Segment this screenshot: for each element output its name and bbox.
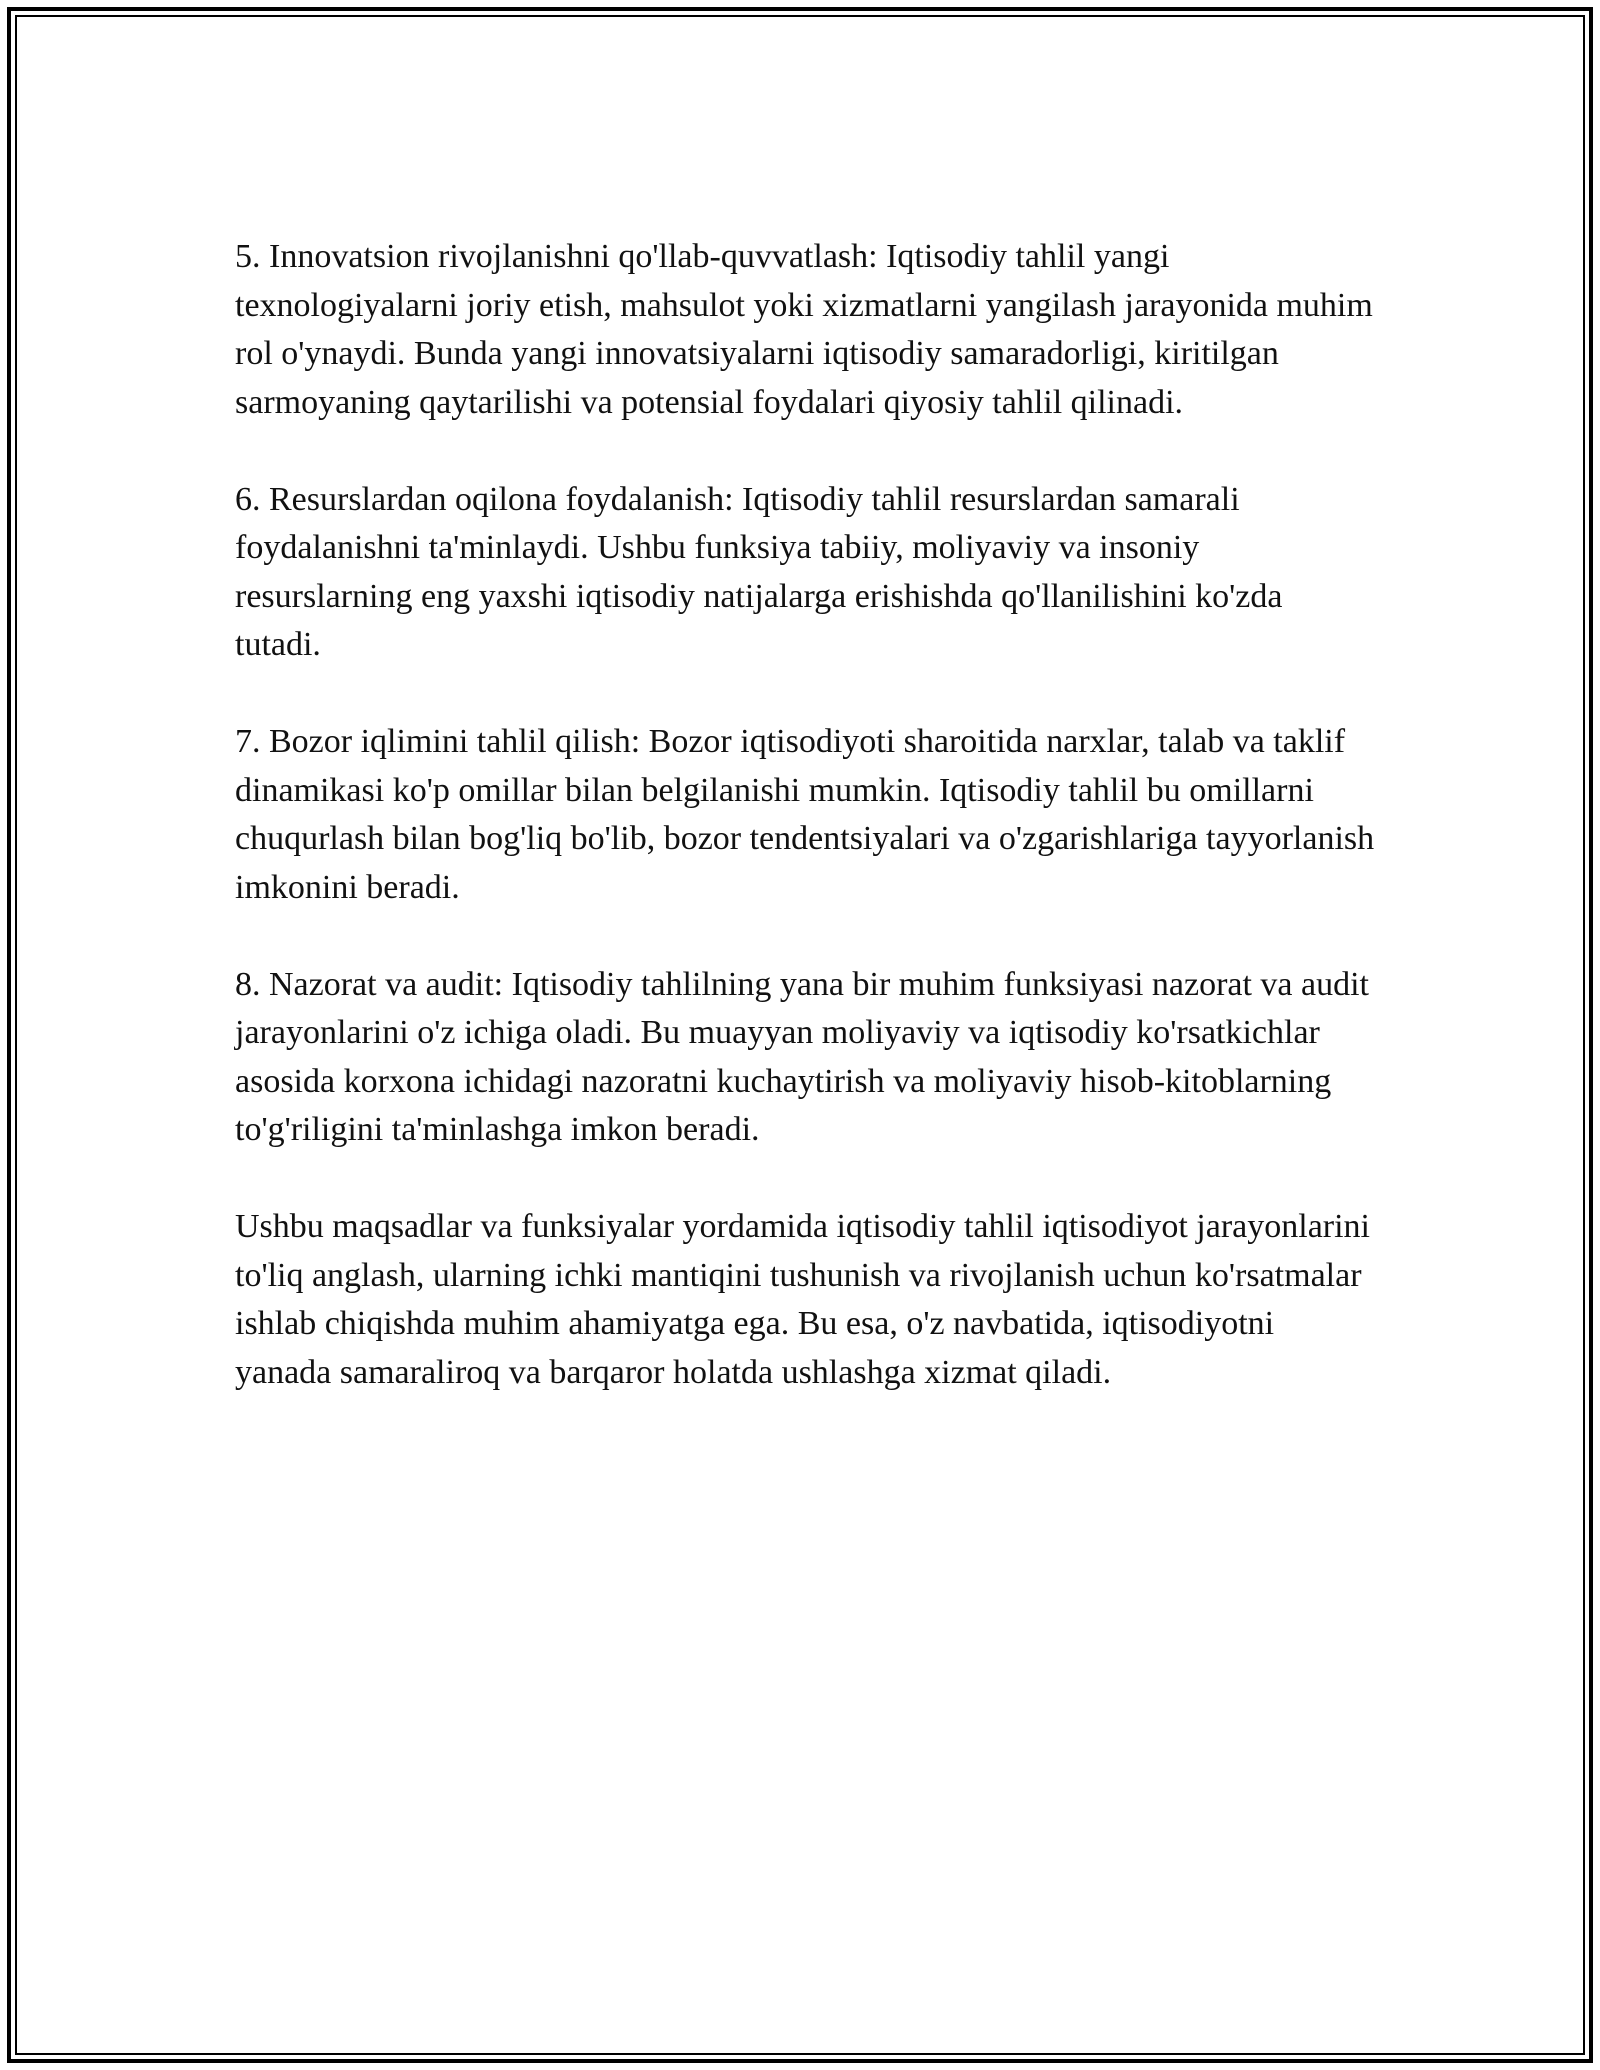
paragraph-innovation-support: 5. Innovatsion rivojlanishni qo'llab-quvvatlash: Iqtisodiy tahlil yangi texnologiyalarni joriy etish, mahsulot yoki xizmatlarni yangilash jarayonida muhim rol o'ynaydi. Bunda yangi innovatsiyalarni iqtisodiy samaradorligi, kiritilgan sarmoyaning qaytarilishi va potensial foydalari qiyosiy tahlil qilinadi. [235,238,1373,421]
paragraph-conclusion: Ushbu maqsadlar va funksiyalar yordamida iqtisodiy tahlil iqtisodiyot jarayonlarini to'liq anglash, ularning ichki mantiqini tushunish va rivojlanish uchun ko'rsatmalar ishlab chiqishda muhim ahamiyatga ega. Bu esa, o'z navbatida, iqtisodiyotni yanada samaraliroq va barqaror holatda ushlashga xizmat qiladi. [235,1208,1370,1391]
document-body [235,233,1375,1446]
paragraph-market-climate: 7. Bozor iqlimini tahlil qilish: Bozor iqtisodiyoti sharoitida narxlar, talab va taklif dinamikasi ko'p omillar bilan belgilanishi mumkin. Iqtisodiy tahlil bu omillarni chuqurlash bilan bog'liq bo'lib, bozor tendentsiyalari va o'zgarishlariga tayyorlanish imkonini beradi. [235,723,1375,906]
paragraph-control-audit: 8. Nazorat va audit: Iqtisodiy tahlilning yana bir muhim funksiyasi nazorat va audit jarayonlarini o'z ichiga oladi. Bu muayyan moliyaviy va iqtisodiy ko'rsatkichlar asosida korxona ichidagi nazoratni kuchaytirish va moliyaviy hisob-kitoblarning to'g'riligini ta'minlashga imkon beradi. [235,965,1370,1148]
paragraph-resource-efficiency: 6. Resurslardan oqilona foydalanish: Iqtisodiy tahlil resurslardan samarali foydalanishni ta'minlaydi. Ushbu funksiya tabiiy, moliyaviy va insoniy resurslarning eng yaxshi iqtisodiy natijalarga erishishda qo'llanilishini ko'zda tutadi. [235,480,1283,663]
